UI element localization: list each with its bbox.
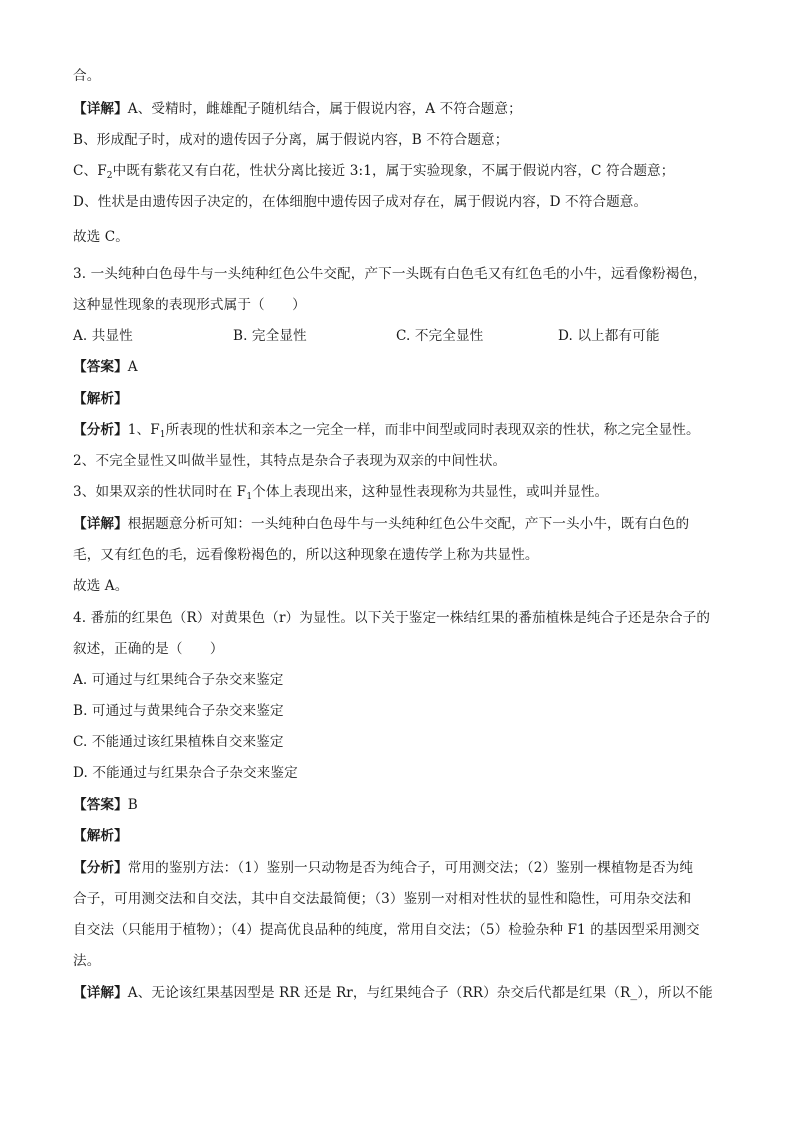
detail-line: 【详解】A、受精时，雌雄配子随机结合，属于假说内容，A 不符合题意； [73,101,522,117]
analysis-heading: 【解析】 [73,391,128,407]
option-b: B. 可通过与黄果纯合子杂交来鉴定 [73,703,284,719]
analysis-heading: 【解析】 [73,828,128,844]
option-d: D. 以上都有可能 [558,328,660,344]
question-4-stem: 叙述，正确的是（ ） [73,641,224,657]
answer-line: 【答案】A [73,359,138,375]
analysis-line: 【分析】常用的鉴别方法：（1）鉴别一只动物是否为纯合子，可用测交法；（2）鉴别一棵植物是否为纯 [73,860,694,876]
option-a: A. 可通过与红果纯合子杂交来鉴定 [73,672,284,688]
answer-choice-line: 故选 C。 [73,229,130,245]
question-4-stem: 4. 番茄的红果色（R）对黄果色（r）为显性。以下关于鉴定一株结红果的番茄植株是纯合子还是杂合子的 [73,610,711,626]
question-3-stem: 这种显性现象的表现形式属于（ ） [73,297,306,313]
text-line: C、$F_2$中既有紫花又有白花，性状分离比接近 3:1，属于实验现象，不属于假说内容，C 符合题意； [73,163,675,181]
analysis-line: 法。 [73,953,101,969]
analysis-line: 3、如果双亲的性状同时在 $F_1$个体上表现出来，这种显性表现称为共显性，或叫并显性。 [73,484,609,502]
answer-line: 【答案】B [73,797,138,813]
detail-tag: 【详解】 [73,101,128,117]
text-line: 合。 [73,68,101,84]
analysis-line: 2、不完全显性又叫做半显性，其特点是杂合子表现为双亲的中间性状。 [73,453,507,469]
option-c: C. 不完全显性 [396,328,484,344]
detail-line: 【详解】A、无论该红果基因型是 RR 还是 Rr，与红果纯合子（RR）杂交后代都是红果（R_），所以不能 [73,985,713,1001]
analysis-line: 【分析】1、$F_1$所表现的性状和亲本之一完全一样，而非中间型或同时表现双亲的性状，称之完全显性。 [73,422,700,440]
option-b: B. 完全显性 [233,328,307,344]
analysis-line: 合子，可用测交法和自交法，其中自交法最简便；（3）鉴别一对相对性状的显性和隐性，可用杂交法和 [73,891,692,907]
analysis-line: 自交法（只能用于植物）；（4）提高优良品种的纯度，常用自交法；（5）检验杂种 F1 的基因型采用测交 [73,922,700,938]
question-3-stem: 3. 一头纯种白色母牛与一头纯种红色公牛交配，产下一头既有白色毛又有红色毛的小牛，远看像粉褐色， [73,266,707,282]
question-3-options [73,326,734,346]
option-a: A. 共显性 [73,328,133,344]
text-line: B、形成配子时，成对的遗传因子分离，属于假说内容，B 不符合题意； [73,132,509,148]
option-d: D. 不能通过与红果杂合子杂交来鉴定 [73,765,298,781]
text-line: D、性状是由遗传因子决定的，在体细胞中遗传因子成对存在，属于假说内容，D 不符合题意。 [73,194,648,210]
detail-line: 毛，又有红色的毛，远看像粉褐色的，所以这种现象在遗传学上称为共显性。 [73,547,539,563]
detail-line: 【详解】根据题意分析可知：一头纯种白色母牛与一头纯种红色公牛交配，产下一头小牛，既有白色的 [73,516,690,532]
answer-choice-line: 故选 A。 [73,578,129,594]
option-c: C. 不能通过该红果植株自交来鉴定 [73,734,284,750]
